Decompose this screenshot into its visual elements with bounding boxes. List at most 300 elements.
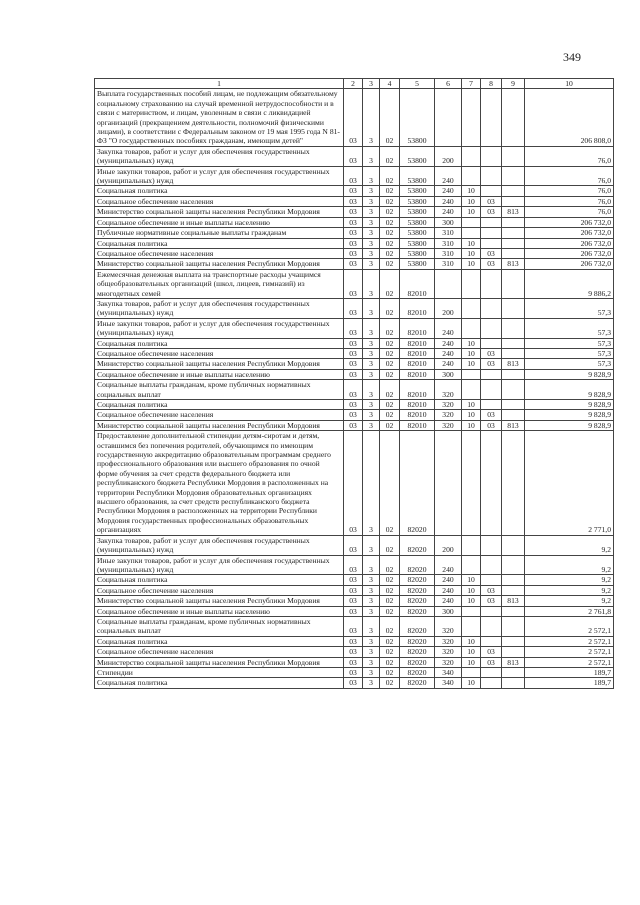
row-description: Министерство социальной защиты населения Республики Мордовия xyxy=(95,207,344,217)
row-code-4: 02 xyxy=(380,318,400,338)
row-code-4: 02 xyxy=(380,369,400,379)
row-code-2: 03 xyxy=(344,657,363,667)
table-row xyxy=(95,146,614,166)
row-code-6: 240 xyxy=(435,207,462,217)
table-row xyxy=(95,678,614,688)
row-description: Министерство социальной защиты населения Республики Мордовия xyxy=(95,259,344,269)
row-code-2: 03 xyxy=(344,400,363,410)
row-code-7: 10 xyxy=(462,186,481,196)
row-code-2: 03 xyxy=(344,186,363,196)
row-amount: 9 828,9 xyxy=(525,369,614,379)
row-code-8: 03 xyxy=(481,657,502,667)
row-description: Социальное обеспечение населения xyxy=(95,585,344,595)
row-code-9 xyxy=(502,196,525,206)
row-code-5: 82010 xyxy=(400,269,435,298)
row-code-5: 82020 xyxy=(400,616,435,636)
row-code-3: 3 xyxy=(363,359,380,369)
table-row xyxy=(95,380,614,400)
row-code-3: 3 xyxy=(363,166,380,186)
row-code-5: 82010 xyxy=(400,359,435,369)
table-row xyxy=(95,217,614,227)
row-code-8: 03 xyxy=(481,207,502,217)
col-header-5: 5 xyxy=(400,79,435,89)
row-code-6: 320 xyxy=(435,410,462,420)
row-code-8 xyxy=(481,535,502,555)
table-row xyxy=(95,196,614,206)
row-code-6: 310 xyxy=(435,228,462,238)
row-code-4: 02 xyxy=(380,616,400,636)
row-code-6: 300 xyxy=(435,217,462,227)
row-code-9: 813 xyxy=(502,359,525,369)
row-code-7: 10 xyxy=(462,678,481,688)
row-code-5: 82020 xyxy=(400,657,435,667)
row-code-6 xyxy=(435,269,462,298)
row-amount: 9 828,9 xyxy=(525,410,614,420)
row-code-2: 03 xyxy=(344,166,363,186)
row-amount: 9,2 xyxy=(525,585,614,595)
row-code-5: 82020 xyxy=(400,575,435,585)
row-amount: 9 828,9 xyxy=(525,380,614,400)
row-amount: 2 572,1 xyxy=(525,657,614,667)
row-code-8: 03 xyxy=(481,259,502,269)
page-number: 349 xyxy=(563,50,581,64)
row-code-8: 03 xyxy=(481,359,502,369)
table-row xyxy=(95,636,614,646)
row-code-3: 3 xyxy=(363,298,380,318)
row-code-9 xyxy=(502,166,525,186)
row-code-9 xyxy=(502,338,525,348)
row-code-4: 02 xyxy=(380,657,400,667)
row-code-3: 3 xyxy=(363,146,380,166)
row-code-3: 3 xyxy=(363,535,380,555)
row-code-5: 82020 xyxy=(400,647,435,657)
row-code-3: 3 xyxy=(363,228,380,238)
table-row xyxy=(95,369,614,379)
row-code-5: 82020 xyxy=(400,585,435,595)
row-code-5: 53800 xyxy=(400,89,435,146)
row-code-8 xyxy=(481,186,502,196)
row-code-7 xyxy=(462,535,481,555)
row-code-2: 03 xyxy=(344,228,363,238)
row-code-9: 813 xyxy=(502,259,525,269)
row-code-8 xyxy=(481,606,502,616)
row-code-8 xyxy=(481,89,502,146)
col-header-8: 8 xyxy=(481,79,502,89)
row-code-4: 02 xyxy=(380,585,400,595)
row-code-7 xyxy=(462,606,481,616)
row-code-5: 53800 xyxy=(400,196,435,206)
row-code-6: 320 xyxy=(435,380,462,400)
row-code-9 xyxy=(502,228,525,238)
col-header-1: 1 xyxy=(95,79,344,89)
row-code-6: 340 xyxy=(435,678,462,688)
row-description: Социальная политика xyxy=(95,678,344,688)
table-row xyxy=(95,410,614,420)
row-code-6: 320 xyxy=(435,647,462,657)
row-code-6: 200 xyxy=(435,146,462,166)
row-description: Публичные нормативные социальные выплаты гражданам xyxy=(95,228,344,238)
row-description: Социальное обеспечение и иные выплаты населению xyxy=(95,606,344,616)
row-code-2: 03 xyxy=(344,678,363,688)
row-code-7: 10 xyxy=(462,359,481,369)
row-code-4: 02 xyxy=(380,400,400,410)
row-description: Ежемесячная денежная выплата на транспортные расходы учащимся общеобразовательных организаций (школ, лицеев, гимназий) из многодетных семей xyxy=(95,269,344,298)
row-code-7: 10 xyxy=(462,207,481,217)
row-code-4: 02 xyxy=(380,636,400,646)
row-code-2: 03 xyxy=(344,318,363,338)
table-row xyxy=(95,647,614,657)
row-code-2: 03 xyxy=(344,369,363,379)
row-code-2: 03 xyxy=(344,616,363,636)
table-row xyxy=(95,420,614,430)
row-code-9 xyxy=(502,555,525,575)
row-code-5: 82020 xyxy=(400,555,435,575)
row-code-3: 3 xyxy=(363,380,380,400)
row-code-3: 3 xyxy=(363,89,380,146)
row-code-4: 02 xyxy=(380,298,400,318)
row-code-8: 03 xyxy=(481,410,502,420)
row-amount: 189,7 xyxy=(525,667,614,677)
row-code-4: 02 xyxy=(380,259,400,269)
table-row xyxy=(95,259,614,269)
row-amount: 76,0 xyxy=(525,166,614,186)
row-code-9 xyxy=(502,636,525,646)
table-row xyxy=(95,555,614,575)
row-code-4: 02 xyxy=(380,606,400,616)
row-code-7 xyxy=(462,217,481,227)
row-code-9 xyxy=(502,380,525,400)
row-code-8: 03 xyxy=(481,647,502,657)
row-description: Социальное обеспечение населения xyxy=(95,196,344,206)
table-row xyxy=(95,238,614,248)
row-amount: 206 732,0 xyxy=(525,217,614,227)
row-code-2: 03 xyxy=(344,348,363,358)
row-description: Министерство социальной защиты населения Республики Мордовия xyxy=(95,657,344,667)
row-code-3: 3 xyxy=(363,196,380,206)
row-code-2: 03 xyxy=(344,207,363,217)
row-code-3: 3 xyxy=(363,186,380,196)
row-code-8 xyxy=(481,238,502,248)
row-code-4: 02 xyxy=(380,380,400,400)
row-amount: 206 808,0 xyxy=(525,89,614,146)
col-header-4: 4 xyxy=(380,79,400,89)
row-code-2: 03 xyxy=(344,89,363,146)
row-code-4: 02 xyxy=(380,596,400,606)
row-description: Социальные выплаты гражданам, кроме публичных нормативных социальных выплат xyxy=(95,616,344,636)
table-row xyxy=(95,667,614,677)
row-description: Социальное обеспечение и иные выплаты населению xyxy=(95,369,344,379)
row-description: Социальная политика xyxy=(95,400,344,410)
row-code-9: 813 xyxy=(502,657,525,667)
row-code-6: 200 xyxy=(435,535,462,555)
row-code-6: 240 xyxy=(435,585,462,595)
row-code-5: 82010 xyxy=(400,380,435,400)
row-code-3: 3 xyxy=(363,259,380,269)
row-code-4: 02 xyxy=(380,359,400,369)
table-row xyxy=(95,228,614,238)
table-row xyxy=(95,166,614,186)
header-row xyxy=(95,79,614,89)
row-code-5: 53800 xyxy=(400,186,435,196)
row-code-8 xyxy=(481,217,502,227)
row-code-3: 3 xyxy=(363,657,380,667)
row-code-3: 3 xyxy=(363,667,380,677)
row-description: Выплата государственных пособий лицам, не подлежащим обязательному социальному страхованию на случай временной нетрудоспособности и в связи с материнством, и лицам, уволенным в связи с ликвидацией организаций (прекращением деятельности, полномочий физическими лицами), в соответствии с Федеральным законом от 19 мая 1995 года N 81-ФЗ "О государственных пособиях гражданам, имеющим детей" xyxy=(95,89,344,146)
row-code-3: 3 xyxy=(363,369,380,379)
row-code-9 xyxy=(502,186,525,196)
row-code-8 xyxy=(481,555,502,575)
row-code-3: 3 xyxy=(363,431,380,535)
row-code-5: 82020 xyxy=(400,606,435,616)
row-code-7 xyxy=(462,269,481,298)
row-code-2: 03 xyxy=(344,596,363,606)
row-code-4: 02 xyxy=(380,678,400,688)
row-code-2: 03 xyxy=(344,380,363,400)
row-code-2: 03 xyxy=(344,636,363,646)
row-code-5: 53800 xyxy=(400,248,435,258)
row-code-5: 82010 xyxy=(400,400,435,410)
row-code-2: 03 xyxy=(344,585,363,595)
row-code-7: 10 xyxy=(462,596,481,606)
table-row xyxy=(95,596,614,606)
row-code-5: 82010 xyxy=(400,420,435,430)
row-code-7 xyxy=(462,431,481,535)
table-row xyxy=(95,606,614,616)
row-code-9 xyxy=(502,217,525,227)
row-code-7: 10 xyxy=(462,400,481,410)
row-description: Стипендии xyxy=(95,667,344,677)
row-code-2: 03 xyxy=(344,410,363,420)
row-code-9 xyxy=(502,575,525,585)
row-code-3: 3 xyxy=(363,678,380,688)
row-code-7 xyxy=(462,380,481,400)
row-code-8 xyxy=(481,400,502,410)
row-code-7: 10 xyxy=(462,248,481,258)
row-code-8 xyxy=(481,269,502,298)
row-code-5: 53800 xyxy=(400,228,435,238)
row-description: Социальная политика xyxy=(95,186,344,196)
row-code-4: 02 xyxy=(380,535,400,555)
row-amount: 2 572,1 xyxy=(525,616,614,636)
row-code-2: 03 xyxy=(344,667,363,677)
row-code-5: 82010 xyxy=(400,410,435,420)
row-code-7: 10 xyxy=(462,420,481,430)
row-description: Закупка товаров, работ и услуг для обеспечения государственных (муниципальных) нужд xyxy=(95,298,344,318)
row-code-2: 03 xyxy=(344,420,363,430)
row-amount: 9,2 xyxy=(525,575,614,585)
row-code-5: 82010 xyxy=(400,348,435,358)
row-code-8 xyxy=(481,318,502,338)
row-code-7: 10 xyxy=(462,636,481,646)
row-amount: 2 572,1 xyxy=(525,647,614,657)
row-code-4: 02 xyxy=(380,269,400,298)
row-code-6: 320 xyxy=(435,636,462,646)
row-code-9: 813 xyxy=(502,420,525,430)
row-code-3: 3 xyxy=(363,207,380,217)
row-description: Социальная политика xyxy=(95,238,344,248)
row-code-7: 10 xyxy=(462,348,481,358)
row-code-6: 340 xyxy=(435,667,462,677)
row-code-4: 02 xyxy=(380,207,400,217)
row-amount: 2 761,8 xyxy=(525,606,614,616)
row-code-4: 02 xyxy=(380,410,400,420)
row-code-6 xyxy=(435,89,462,146)
row-code-3: 3 xyxy=(363,596,380,606)
row-code-3: 3 xyxy=(363,400,380,410)
row-amount: 76,0 xyxy=(525,146,614,166)
row-code-2: 03 xyxy=(344,555,363,575)
row-code-7: 10 xyxy=(462,259,481,269)
row-code-3: 3 xyxy=(363,410,380,420)
row-code-8: 03 xyxy=(481,196,502,206)
row-code-9 xyxy=(502,146,525,166)
row-code-9 xyxy=(502,400,525,410)
row-code-7 xyxy=(462,146,481,166)
row-code-2: 03 xyxy=(344,196,363,206)
row-code-8 xyxy=(481,380,502,400)
row-code-8 xyxy=(481,166,502,186)
table-row xyxy=(95,298,614,318)
row-code-4: 02 xyxy=(380,248,400,258)
row-code-4: 02 xyxy=(380,166,400,186)
row-amount: 9,2 xyxy=(525,535,614,555)
row-description: Социальное обеспечение и иные выплаты населению xyxy=(95,217,344,227)
row-code-3: 3 xyxy=(363,606,380,616)
row-code-5: 53800 xyxy=(400,207,435,217)
row-code-6: 310 xyxy=(435,248,462,258)
row-code-4: 02 xyxy=(380,228,400,238)
row-code-3: 3 xyxy=(363,616,380,636)
row-code-7 xyxy=(462,318,481,338)
row-description: Иные закупки товаров, работ и услуг для обеспечения государственных (муниципальных) нужд xyxy=(95,318,344,338)
row-amount: 57,3 xyxy=(525,298,614,318)
row-code-9 xyxy=(502,606,525,616)
row-code-3: 3 xyxy=(363,420,380,430)
row-code-4: 02 xyxy=(380,647,400,657)
row-code-5: 53800 xyxy=(400,166,435,186)
row-code-9 xyxy=(502,585,525,595)
row-code-5: 82010 xyxy=(400,338,435,348)
table-row xyxy=(95,207,614,217)
row-code-5: 82020 xyxy=(400,667,435,677)
row-description: Закупка товаров, работ и услуг для обеспечения государственных (муниципальных) нужд xyxy=(95,146,344,166)
row-code-3: 3 xyxy=(363,217,380,227)
table-row xyxy=(95,318,614,338)
row-amount: 76,0 xyxy=(525,207,614,217)
row-code-9 xyxy=(502,431,525,535)
row-description: Иные закупки товаров, работ и услуг для обеспечения государственных (муниципальных) нужд xyxy=(95,555,344,575)
row-description: Министерство социальной защиты населения Республики Мордовия xyxy=(95,420,344,430)
row-code-8 xyxy=(481,146,502,166)
row-amount: 2 771,0 xyxy=(525,431,614,535)
table-row xyxy=(95,657,614,667)
row-code-9: 813 xyxy=(502,207,525,217)
row-code-8 xyxy=(481,431,502,535)
row-code-7: 10 xyxy=(462,338,481,348)
row-code-5: 82020 xyxy=(400,431,435,535)
row-code-5: 53800 xyxy=(400,238,435,248)
table-row xyxy=(95,186,614,196)
row-amount: 57,3 xyxy=(525,318,614,338)
row-code-7: 10 xyxy=(462,196,481,206)
row-code-4: 02 xyxy=(380,186,400,196)
row-code-4: 02 xyxy=(380,667,400,677)
row-code-9 xyxy=(502,318,525,338)
row-code-6: 240 xyxy=(435,196,462,206)
row-description: Социальное обеспечение населения xyxy=(95,248,344,258)
row-amount: 206 732,0 xyxy=(525,238,614,248)
col-header-3: 3 xyxy=(363,79,380,89)
row-code-5: 82020 xyxy=(400,596,435,606)
row-code-3: 3 xyxy=(363,238,380,248)
row-code-3: 3 xyxy=(363,647,380,657)
row-code-6: 310 xyxy=(435,259,462,269)
col-header-9: 9 xyxy=(502,79,525,89)
table-row xyxy=(95,248,614,258)
table-row xyxy=(95,575,614,585)
row-code-2: 03 xyxy=(344,217,363,227)
row-code-6: 240 xyxy=(435,575,462,585)
row-code-3: 3 xyxy=(363,636,380,646)
row-description: Социальная политика xyxy=(95,338,344,348)
row-code-9 xyxy=(502,269,525,298)
row-code-4: 02 xyxy=(380,238,400,248)
row-code-8 xyxy=(481,616,502,636)
row-amount: 9,2 xyxy=(525,596,614,606)
row-amount: 57,3 xyxy=(525,338,614,348)
row-amount: 2 572,1 xyxy=(525,636,614,646)
row-code-2: 03 xyxy=(344,146,363,166)
row-code-8 xyxy=(481,667,502,677)
col-header-2: 2 xyxy=(344,79,363,89)
row-code-4: 02 xyxy=(380,217,400,227)
row-description: Иные закупки товаров, работ и услуг для обеспечения государственных (муниципальных) нужд xyxy=(95,166,344,186)
row-code-9 xyxy=(502,369,525,379)
row-code-6: 320 xyxy=(435,616,462,636)
row-code-5: 53800 xyxy=(400,146,435,166)
table-row xyxy=(95,89,614,146)
row-description: Министерство социальной защиты населения Республики Мордовия xyxy=(95,596,344,606)
row-code-8: 03 xyxy=(481,348,502,358)
table-row xyxy=(95,269,614,298)
table-row xyxy=(95,431,614,535)
row-code-8 xyxy=(481,298,502,318)
row-code-8 xyxy=(481,636,502,646)
row-code-6: 240 xyxy=(435,555,462,575)
row-code-2: 03 xyxy=(344,431,363,535)
row-amount: 57,3 xyxy=(525,348,614,358)
row-description: Социальная политика xyxy=(95,636,344,646)
table-row xyxy=(95,348,614,358)
table-row xyxy=(95,585,614,595)
row-code-9: 813 xyxy=(502,596,525,606)
row-code-7: 10 xyxy=(462,585,481,595)
budget-table xyxy=(94,78,614,689)
row-code-6: 300 xyxy=(435,369,462,379)
table-row xyxy=(95,338,614,348)
row-code-6 xyxy=(435,431,462,535)
row-code-4: 02 xyxy=(380,146,400,166)
row-code-2: 03 xyxy=(344,259,363,269)
row-code-2: 03 xyxy=(344,298,363,318)
row-amount: 76,0 xyxy=(525,196,614,206)
row-amount: 76,0 xyxy=(525,186,614,196)
row-code-7 xyxy=(462,616,481,636)
row-code-9 xyxy=(502,535,525,555)
row-code-7 xyxy=(462,667,481,677)
row-code-6: 240 xyxy=(435,166,462,186)
row-code-5: 82010 xyxy=(400,318,435,338)
